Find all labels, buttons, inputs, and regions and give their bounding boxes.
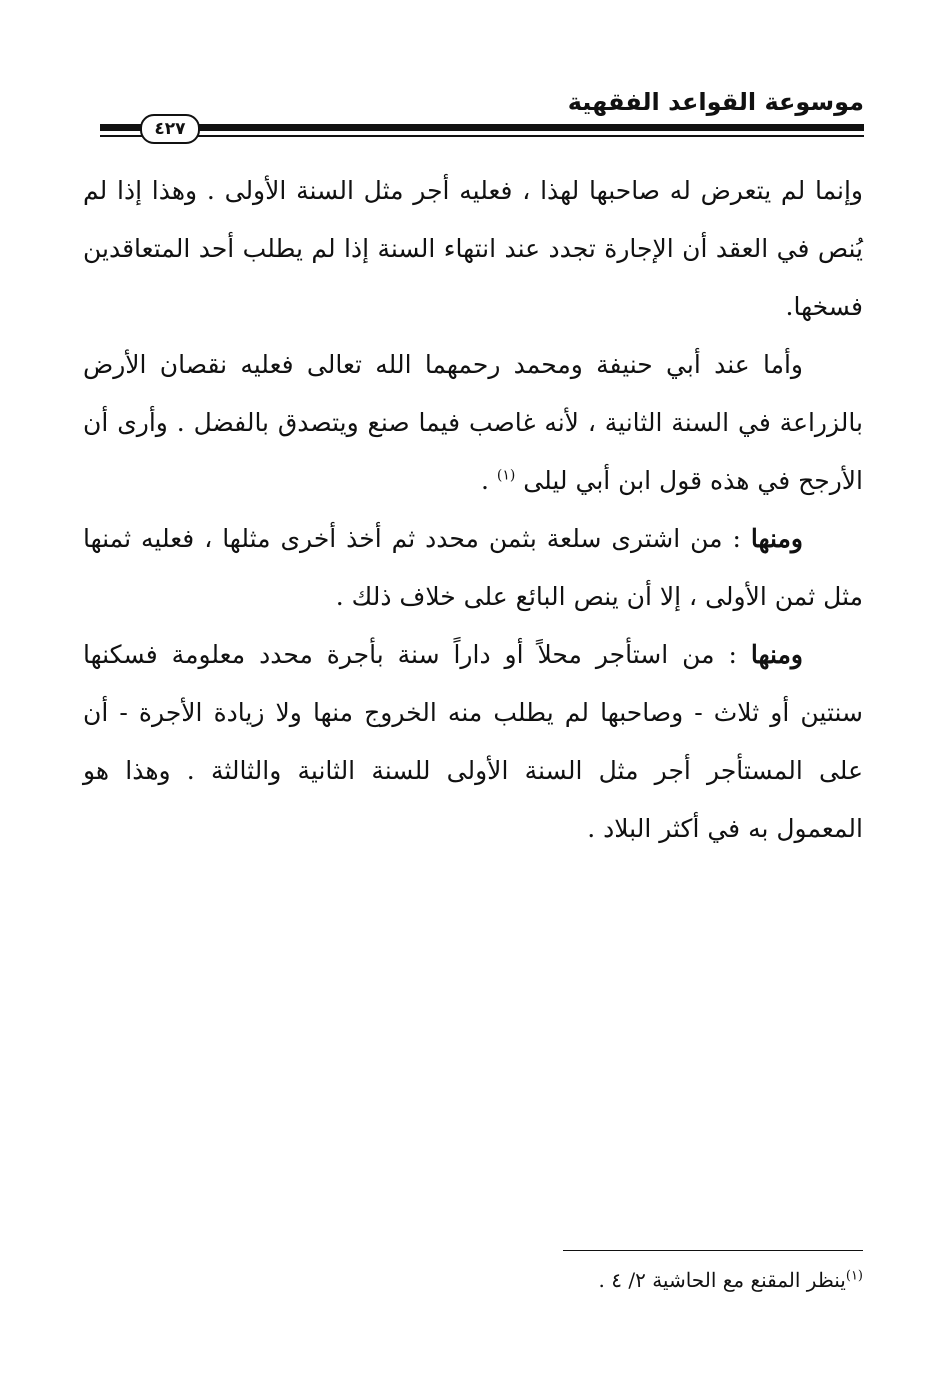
paragraph-4 (83, 626, 863, 858)
footnote-1-text: ينظر المقنع مع الحاشية ٢/ ٤ . (598, 1268, 846, 1292)
body-text (83, 162, 863, 858)
page-number: ٤٢٧ (140, 114, 200, 144)
paragraph-3-lead: ومنها (750, 524, 803, 553)
paragraph-1 (83, 162, 863, 336)
footnote-reference[interactable]: (١) (496, 467, 516, 484)
running-header-title: موسوعة القواعد الفقهية (567, 88, 864, 116)
paragraph-4-text: : من استأجر محلاً أو داراً سنة بأجرة محدد معلومة فسكنها سنتين أو ثلاث - وصاحبها لم يطلب منه الخروج منها ولا زيادة الأجرة - أن على المستأجر أجر مثل السنة الأولى للسنة الثانية والثالثة . وهذا هو المعمول به في أكثر البلاد . (83, 640, 863, 843)
paragraph-1-text: وإنما لم يتعرض له صاحبها لهذا ، فعليه أجر مثل السنة الأولى . وهذا إذا لم يُنص في العقد أن الإجارة تجدد عند انتهاء السنة إذا لم يطلب أحد المتعاقدين فسخها. (83, 176, 863, 321)
footnote-1-marker: (١) (845, 1268, 863, 1284)
footnote-1 (599, 1268, 863, 1292)
paragraph-3 (83, 510, 863, 626)
paragraph-3-text: : من اشترى سلعة بثمن محدد ثم أخذ أخرى مثلها ، فعليه ثمنها مثل ثمن الأولى ، إلا أن ينص البائع على خلاف ذلك . (83, 524, 863, 611)
paragraph-2-tail: . (480, 466, 497, 495)
header-rule-thick (100, 124, 864, 131)
paragraph-4-lead: ومنها (750, 640, 803, 669)
paragraph-2 (83, 336, 863, 510)
footnote-separator (563, 1250, 863, 1251)
header-rule-thin (100, 135, 864, 137)
paragraph-2-text: وأما عند أبي حنيفة ومحمد رحمهما الله تعالى فعليه نقصان الأرض بالزراعة في السنة الثانية ، لأنه غاصب فيما صنع ويتصدق بالفضل . وأرى أن الأرجح في هذه قول ابن أبي ليلى (83, 350, 863, 495)
